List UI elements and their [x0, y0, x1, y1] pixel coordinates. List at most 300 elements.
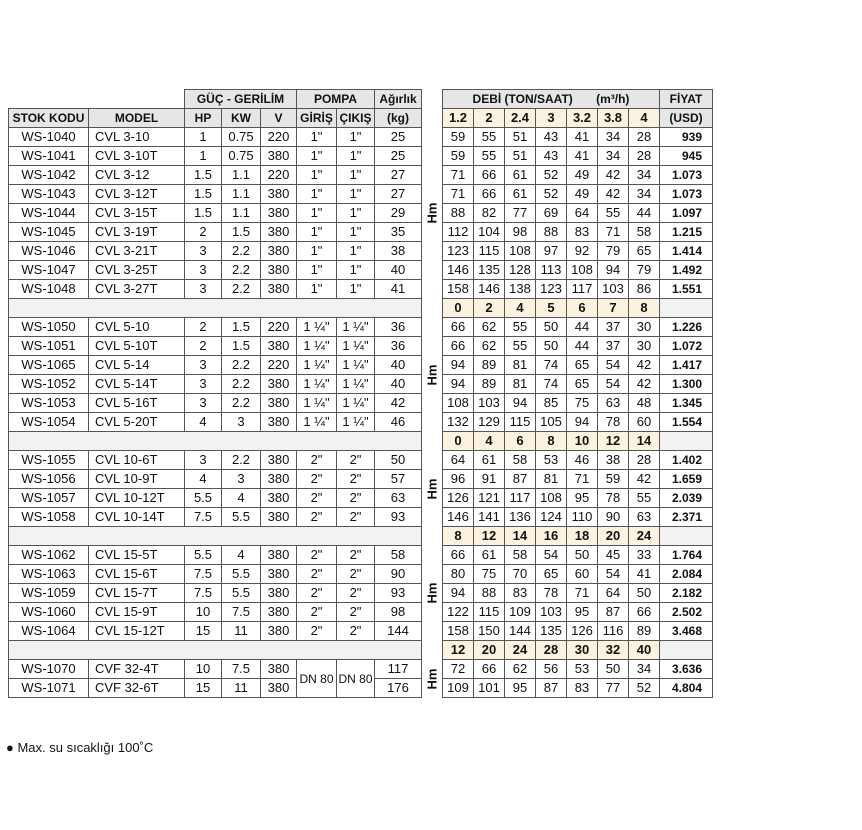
flow-rate: 6: [505, 432, 536, 451]
head-value: 95: [505, 679, 536, 698]
head-value: 59: [443, 128, 474, 147]
table-row: [9, 318, 713, 337]
head-value: 65: [629, 242, 660, 261]
flow-rate: 0: [443, 432, 474, 451]
outlet-size: 2": [337, 622, 375, 641]
head-value: 91: [474, 470, 505, 489]
head-unit-text: Hm: [424, 364, 440, 385]
price-value: 1.417: [660, 356, 713, 375]
head-value: 115: [474, 603, 505, 622]
head-value: 109: [505, 603, 536, 622]
model-name: CVL 3-21T: [89, 242, 185, 261]
model-name: CVL 10-12T: [89, 489, 185, 508]
head-value: 103: [474, 394, 505, 413]
flow-rate: 1.2: [443, 109, 474, 128]
kw-value: 1.5: [222, 337, 261, 356]
model-name: CVL 3-19T: [89, 223, 185, 242]
head-value: 61: [505, 185, 536, 204]
head-value: 71: [443, 185, 474, 204]
head-value: 108: [505, 242, 536, 261]
voltage-value: 380: [261, 508, 297, 527]
weight-value: 176: [375, 679, 422, 698]
head-value: 62: [474, 318, 505, 337]
head-value: 103: [536, 603, 567, 622]
price-value: 1.764: [660, 546, 713, 565]
head-unit-text: Hm: [424, 202, 440, 224]
hp-value: 3: [185, 394, 222, 413]
outlet-size: 1": [337, 280, 375, 299]
voltage-value: 380: [261, 603, 297, 622]
hp-value: 10: [185, 603, 222, 622]
head-value: 113: [536, 261, 567, 280]
head-value: 115: [505, 413, 536, 432]
flow-rate: 12: [443, 641, 474, 660]
table-row: [9, 470, 713, 489]
table-row: [9, 508, 713, 527]
voltage-value: 220: [261, 128, 297, 147]
stock-code: WS-1062: [9, 546, 89, 565]
head-value: 66: [474, 166, 505, 185]
flow-rate: 8: [629, 299, 660, 318]
hm-spacer: [422, 432, 443, 451]
head-value: 141: [474, 508, 505, 527]
flow-unit: (m³/h): [596, 92, 630, 106]
head-value: 71: [443, 166, 474, 185]
head-value: 132: [443, 413, 474, 432]
head-value: 66: [474, 185, 505, 204]
price-spacer: [660, 641, 713, 660]
outlet-size: 1": [337, 261, 375, 280]
stock-code: WS-1065: [9, 356, 89, 375]
head-value: 80: [443, 565, 474, 584]
hp-value: 7.5: [185, 508, 222, 527]
header-weight-unit: (kg): [375, 109, 422, 128]
stock-code: WS-1059: [9, 584, 89, 603]
voltage-value: 380: [261, 679, 297, 698]
head-value: 74: [536, 375, 567, 394]
head-value: 61: [505, 166, 536, 185]
head-value: 115: [474, 242, 505, 261]
kw-value: 1.5: [222, 318, 261, 337]
hp-value: 2: [185, 318, 222, 337]
kw-value: 4: [222, 546, 261, 565]
outlet-size: DN 80: [337, 660, 375, 698]
table-row: [9, 356, 713, 375]
flow-rate: 8: [443, 527, 474, 546]
model-name: CVL 5-10: [89, 318, 185, 337]
voltage-value: 380: [261, 622, 297, 641]
model-name: CVL 15-9T: [89, 603, 185, 622]
head-value: 44: [567, 318, 598, 337]
head-value: 34: [598, 128, 629, 147]
head-value: 158: [443, 622, 474, 641]
head-value: 54: [598, 356, 629, 375]
head-value: 112: [443, 223, 474, 242]
head-value: 90: [598, 508, 629, 527]
stock-code: WS-1045: [9, 223, 89, 242]
outlet-size: 1": [337, 204, 375, 223]
stock-code: WS-1057: [9, 489, 89, 508]
table-row: [9, 451, 713, 470]
flow-rate: 16: [536, 527, 567, 546]
head-value: 83: [567, 679, 598, 698]
kw-value: 3: [222, 413, 261, 432]
hp-value: 1: [185, 128, 222, 147]
head-value: 129: [474, 413, 505, 432]
head-value: 63: [629, 508, 660, 527]
inlet-size: 1 ¼": [297, 413, 337, 432]
group-separator: [9, 432, 422, 451]
weight-value: 58: [375, 546, 422, 565]
head-value: 128: [505, 261, 536, 280]
head-value: 41: [567, 147, 598, 166]
table-row: [9, 375, 713, 394]
head-value: 96: [443, 470, 474, 489]
inlet-size: 2": [297, 584, 337, 603]
stock-code: WS-1055: [9, 451, 89, 470]
stock-code: WS-1042: [9, 166, 89, 185]
group-separator: [9, 527, 422, 546]
head-value: 110: [567, 508, 598, 527]
hp-value: 3: [185, 242, 222, 261]
outlet-size: 1 ¼": [337, 375, 375, 394]
hp-value: 1.5: [185, 166, 222, 185]
head-value: 42: [598, 166, 629, 185]
head-value: 79: [598, 242, 629, 261]
head-unit-label: [422, 451, 443, 527]
stock-code: WS-1054: [9, 413, 89, 432]
table-row: [9, 603, 713, 622]
head-unit-wrap: [422, 582, 442, 604]
header-model: MODEL: [89, 109, 185, 128]
voltage-value: 380: [261, 337, 297, 356]
model-name: CVL 15-12T: [89, 622, 185, 641]
price-value: 1.226: [660, 318, 713, 337]
head-value: 81: [505, 356, 536, 375]
stock-code: WS-1063: [9, 565, 89, 584]
weight-value: 57: [375, 470, 422, 489]
head-value: 158: [443, 280, 474, 299]
inlet-size: 1": [297, 185, 337, 204]
table-row: [9, 337, 713, 356]
flow-rate: 2: [474, 299, 505, 318]
hp-value: 1.5: [185, 185, 222, 204]
head-value: 81: [505, 375, 536, 394]
head-value: 146: [443, 261, 474, 280]
kw-value: 2.2: [222, 242, 261, 261]
kw-value: 1.5: [222, 223, 261, 242]
head-value: 54: [598, 565, 629, 584]
inlet-size: DN 80: [297, 660, 337, 698]
flow-rate: 2: [474, 109, 505, 128]
stock-code: WS-1056: [9, 470, 89, 489]
head-value: 71: [567, 470, 598, 489]
head-value: 88: [443, 204, 474, 223]
kw-value: 7.5: [222, 660, 261, 679]
head-value: 41: [629, 565, 660, 584]
head-value: 55: [505, 337, 536, 356]
table-row: [9, 242, 713, 261]
weight-value: 90: [375, 565, 422, 584]
head-value: 64: [598, 584, 629, 603]
head-value: 92: [567, 242, 598, 261]
head-value: 87: [536, 679, 567, 698]
head-value: 34: [629, 660, 660, 679]
stock-code: WS-1060: [9, 603, 89, 622]
model-name: CVF 32-6T: [89, 679, 185, 698]
head-value: 44: [629, 204, 660, 223]
head-value: 117: [567, 280, 598, 299]
voltage-value: 380: [261, 242, 297, 261]
head-value: 124: [536, 508, 567, 527]
head-value: 108: [536, 489, 567, 508]
hp-value: 1.5: [185, 204, 222, 223]
price-value: 2.084: [660, 565, 713, 584]
weight-value: 38: [375, 242, 422, 261]
head-value: 60: [629, 413, 660, 432]
table-row: [9, 584, 713, 603]
header-kw: KW: [222, 109, 261, 128]
voltage-value: 380: [261, 204, 297, 223]
flow-rate: 40: [629, 641, 660, 660]
kw-value: 3: [222, 470, 261, 489]
head-value: 54: [536, 546, 567, 565]
price-spacer: [660, 432, 713, 451]
head-value: 94: [505, 394, 536, 413]
outlet-size: 1 ¼": [337, 394, 375, 413]
head-value: 123: [443, 242, 474, 261]
head-value: 109: [443, 679, 474, 698]
table-row: [9, 413, 713, 432]
outlet-size: 2": [337, 470, 375, 489]
stock-code: WS-1046: [9, 242, 89, 261]
voltage-value: 380: [261, 489, 297, 508]
price-value: 1.659: [660, 470, 713, 489]
head-value: 95: [567, 489, 598, 508]
flow-rate: 4: [629, 109, 660, 128]
hp-value: 3: [185, 375, 222, 394]
head-value: 34: [629, 185, 660, 204]
head-value: 55: [598, 204, 629, 223]
flow-rate: 0: [443, 299, 474, 318]
weight-value: 98: [375, 603, 422, 622]
price-value: 1.072: [660, 337, 713, 356]
inlet-size: 1 ¼": [297, 356, 337, 375]
hp-value: 15: [185, 622, 222, 641]
head-value: 65: [567, 356, 598, 375]
kw-value: 11: [222, 679, 261, 698]
weight-value: 144: [375, 622, 422, 641]
flow-rate: 28: [536, 641, 567, 660]
head-value: 71: [598, 223, 629, 242]
flow-rate: 10: [567, 432, 598, 451]
head-value: 52: [536, 185, 567, 204]
model-name: CVL 3-25T: [89, 261, 185, 280]
model-name: CVL 3-10: [89, 128, 185, 147]
table-row: [9, 489, 713, 508]
flow-rate: 32: [598, 641, 629, 660]
kw-value: 2.2: [222, 356, 261, 375]
price-value: 1.300: [660, 375, 713, 394]
price-value: 2.039: [660, 489, 713, 508]
model-name: CVL 15-5T: [89, 546, 185, 565]
hm-spacer: [422, 641, 443, 660]
head-value: 62: [474, 337, 505, 356]
head-value: 30: [629, 318, 660, 337]
head-value: 34: [629, 166, 660, 185]
stock-code: WS-1053: [9, 394, 89, 413]
kw-value: 7.5: [222, 603, 261, 622]
weight-value: 93: [375, 584, 422, 603]
model-name: CVL 5-10T: [89, 337, 185, 356]
voltage-value: 380: [261, 261, 297, 280]
flow-rate: 18: [567, 527, 598, 546]
voltage-value: 380: [261, 147, 297, 166]
stock-code: WS-1051: [9, 337, 89, 356]
flow-rate: 7: [598, 299, 629, 318]
head-value: 71: [567, 584, 598, 603]
price-value: 1.073: [660, 166, 713, 185]
stock-code: WS-1041: [9, 147, 89, 166]
model-name: CVL 3-10T: [89, 147, 185, 166]
flow-rate: 8: [536, 432, 567, 451]
flow-rate: 14: [505, 527, 536, 546]
header-hm-spacer: [422, 90, 443, 109]
flow-rate: 3.2: [567, 109, 598, 128]
flow-rate: 20: [598, 527, 629, 546]
model-name: CVL 5-14T: [89, 375, 185, 394]
stock-code: WS-1040: [9, 128, 89, 147]
head-value: 74: [536, 356, 567, 375]
model-name: CVL 15-7T: [89, 584, 185, 603]
weight-value: 35: [375, 223, 422, 242]
head-value: 30: [629, 337, 660, 356]
weight-value: 36: [375, 318, 422, 337]
table-row: [9, 660, 713, 679]
head-unit-label: [422, 128, 443, 299]
head-value: 138: [505, 280, 536, 299]
inlet-size: 1": [297, 223, 337, 242]
stock-code: WS-1052: [9, 375, 89, 394]
flow-rate: 6: [567, 299, 598, 318]
head-value: 53: [567, 660, 598, 679]
inlet-size: 1": [297, 204, 337, 223]
table-row: [9, 223, 713, 242]
head-value: 44: [567, 337, 598, 356]
model-name: CVL 10-14T: [89, 508, 185, 527]
model-name: CVL 15-6T: [89, 565, 185, 584]
head-unit-wrap: [422, 478, 442, 499]
voltage-value: 380: [261, 413, 297, 432]
head-value: 53: [536, 451, 567, 470]
table-row: [9, 166, 713, 185]
voltage-value: 220: [261, 166, 297, 185]
price-value: 3.636: [660, 660, 713, 679]
kw-value: 2.2: [222, 261, 261, 280]
voltage-value: 380: [261, 375, 297, 394]
kw-value: 1.1: [222, 166, 261, 185]
kw-value: 0.75: [222, 147, 261, 166]
stock-code: WS-1058: [9, 508, 89, 527]
head-unit-label: [422, 660, 443, 698]
kw-value: 2.2: [222, 375, 261, 394]
head-value: 87: [505, 470, 536, 489]
head-value: 66: [474, 660, 505, 679]
head-value: 105: [536, 413, 567, 432]
head-value: 81: [536, 470, 567, 489]
model-name: CVL 3-27T: [89, 280, 185, 299]
voltage-value: 380: [261, 394, 297, 413]
price-value: 1.551: [660, 280, 713, 299]
weight-value: 50: [375, 451, 422, 470]
head-value: 49: [567, 185, 598, 204]
header-row-1: [9, 90, 713, 109]
flow-header-row: [9, 641, 713, 660]
head-value: 62: [505, 660, 536, 679]
header-price-top: FİYAT: [660, 90, 713, 109]
head-value: 52: [629, 679, 660, 698]
head-value: 121: [474, 489, 505, 508]
head-value: 108: [443, 394, 474, 413]
inlet-size: 1 ¼": [297, 337, 337, 356]
price-value: 1.097: [660, 204, 713, 223]
voltage-value: 380: [261, 470, 297, 489]
head-value: 70: [505, 565, 536, 584]
head-value: 37: [598, 337, 629, 356]
head-value: 61: [474, 546, 505, 565]
head-value: 49: [567, 166, 598, 185]
kw-value: 2.2: [222, 280, 261, 299]
flow-title: DEBİ (TON/SAAT): [472, 92, 573, 106]
kw-value: 11: [222, 622, 261, 641]
voltage-value: 380: [261, 546, 297, 565]
kw-value: 5.5: [222, 565, 261, 584]
head-value: 89: [474, 356, 505, 375]
outlet-size: 1": [337, 128, 375, 147]
head-unit-text: Hm: [424, 478, 440, 499]
header-pump: POMPA: [297, 90, 375, 109]
header-power-voltage: GÜÇ - GERİLİM: [185, 90, 297, 109]
price-value: 1.492: [660, 261, 713, 280]
head-value: 66: [629, 603, 660, 622]
table-row: [9, 204, 713, 223]
head-value: 108: [567, 261, 598, 280]
head-value: 42: [598, 185, 629, 204]
price-value: 1.402: [660, 451, 713, 470]
head-value: 33: [629, 546, 660, 565]
voltage-value: 380: [261, 280, 297, 299]
head-value: 83: [505, 584, 536, 603]
head-value: 50: [536, 318, 567, 337]
price-value: 1.073: [660, 185, 713, 204]
price-value: 1.554: [660, 413, 713, 432]
head-value: 89: [629, 622, 660, 641]
head-value: 59: [443, 147, 474, 166]
kw-value: 1.1: [222, 185, 261, 204]
head-value: 61: [474, 451, 505, 470]
hp-value: 4: [185, 413, 222, 432]
head-value: 77: [505, 204, 536, 223]
hp-value: 7.5: [185, 584, 222, 603]
head-value: 65: [567, 375, 598, 394]
flow-rate: 4: [505, 299, 536, 318]
inlet-size: 2": [297, 603, 337, 622]
price-value: 2.502: [660, 603, 713, 622]
head-value: 50: [567, 546, 598, 565]
head-value: 51: [505, 147, 536, 166]
voltage-value: 220: [261, 318, 297, 337]
inlet-size: 2": [297, 451, 337, 470]
